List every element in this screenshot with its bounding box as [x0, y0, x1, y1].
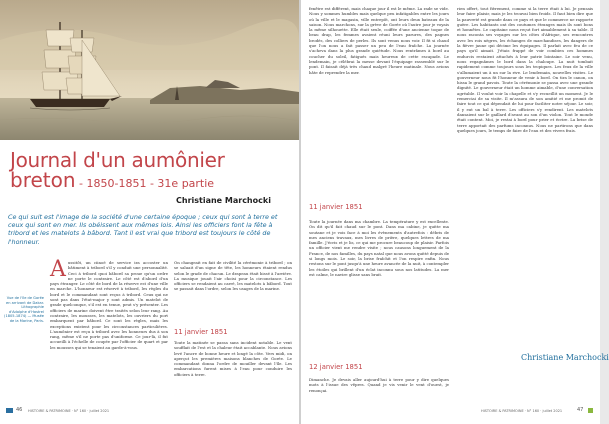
body-column-left-3: Toute la matinée se passa sans incident notable. Le vent soufflait de l'est et la chaleur était accablante. Nous avions levé l'ancre de bonne heure et longé la côte. Vers midi, on aperçut les premières maisons blanches de Gorée. Le commandant donna l'ordre de mouiller devant l'île. Les embarcations furent mises à l'eau pour conduire les officiers à terre. — [174, 340, 292, 377]
ship-painting — [0, 0, 299, 140]
date-heading-11-janvier: 11 janvier 1851 — [309, 203, 363, 211]
page-number-left: 46 — [16, 407, 23, 413]
left-page — [0, 0, 299, 424]
footer-left: HISTOIRE & PATRIMOINE · N° 160 · juillet 2021 — [28, 409, 110, 413]
body-column-right-3: Dimanche. Je devais aller aujourd'hui à terre pour y dire quelques mots à l'issue des vêpres. Quand je vis venir le vent d'ouest, je renonçai. — [309, 377, 449, 393]
article-title-line1: Journal d'un aumônier — [10, 148, 225, 172]
article-title-subtitle: - 1850-1851 - 31e partie — [75, 177, 215, 190]
body-text: ussitôt, un ciinoë de service ira accoster un bâtiment à tribord s'il y conduit une personnalité. Ceci à tribord quoi bâbord sa proue qu'un ordre ne porte le contraire. Le côté est d'abord d'un pays étranger. Le côté de bord de la réserve est d'une ville en marche. L'honneur est réservé à tribord, les règles du bord et le commandant sont reçus à tribord. Ceux qui ne sont pas dans l'état-major y sont admis. Un matelot de grade quelconque, s'il est en tenue, peut s'y présenter. Les officiers de marine doivent être traités selon leur rang. Au contraire, les mousses, les matelots, les ouvriers du port embarquent par bâbord. Ce sont les règles, mais les exceptions existent pour les circonstances particulières. L'aumônier est reçu à tribord avec les honneurs dus à son rang, même s'il ne porte pas d'uniforme. Ce jour-là, il fut accueilli à l'échelle de coupée par l'officier de quart et par les mousses qui se tenaient au garde-à-vous. — [50, 260, 168, 350]
date-heading-12-janvier: 12 janvier 1851 — [309, 363, 363, 371]
body-column-right-4: rien offert, tout fièrement, comme si la terre était à lui. Je pensais leur faire plaisir, mais je les trouvai bien froids. Il faut bien dire que la pauvreté est grande dans ce pays et que le commerce ne rapporte guère. Les habitants ont des coutumes étranges mais ils sont bons et honnêtes. Le capitaine nous reçut fort aimablement à sa table. Il nous raconta ses voyages sur les côtes d'Afrique, ses rencontres avec les rois nègres, les échanges de marchandises, les dangers de la fièvre jaune qui décime les équipages. Il parlait avec feu de ce pays qu'il aimait. J'étais frappé de voir combien ces hommes endurcis restaient attachés à leur patrie lointaine. Le soir venu, nous regagnâmes le bord dans la chaloupe. La nuit tombait rapidement comme toujours sous les tropiques. Les feux de la ville s'allumaient un à un sur la rive. Le lendemain, nouvelles visites. Le gouverneur nous fit l'honneur de venir à bord. On tira le canon, on hissa le grand pavois. Toute la cérémonie se passa avec une grande dignité. Le gouverneur était un homme aimable, d'une conversation agréable. Il voulut voir la chapelle et s'y recueillit un moment. Je le remerciai de sa visite. Il m'assura de son amitié et me promit de faire tout ce qui dépendait de lui pour faciliter notre séjour. Le soir, il y eut un bal à terre. Les officiers s'y rendirent. Les matelots dansaient sur le gaillard d'avant au son d'un violon. Tout le monde était content. Moi, je restai à bord pour prier et écrire. La brise de terre apportait des parfums inconnus. Nous ne partirons que dans quelques jours, le temps de faire de l'eau et des vivres frais. — [457, 6, 593, 133]
ship-painting-image — [0, 0, 299, 140]
body-column-right-2: Toute la journée dans ma chambre. La température y est excellente. On dit qu'il fait chaud sur le pont. Dans ma cabine, je quitte ma soutane et je vois face à moi les évènements d'autrefois : débris de mes anciens travaux, mes livres de prière, quelques lettres de ma famille. J'écris et je lis, ce qui me procure beaucoup de plaisir. Parfois un officier vient me rendre visite ; nous causons longuement de la France, de nos familles, du pays natal que nous avons quitté depuis de si longs mois. Le soir, la brise fraîchit et l'on respire enfin. Nous restons sur le pont jusqu'à une heure avancée de la nuit, à contempler les étoiles qui brillent d'un éclat inconnu sous nos latitudes. La mer est calme, le navire glisse sans bruit. — [309, 219, 449, 277]
drop-cap: A — [50, 257, 66, 282]
author-byline: Christiane Marchocki — [176, 196, 271, 205]
image-caption: Vue de l'île de Gorée en arrivant de Dakar. Lithographie d'Adolphe d'Hastrel (1805-1874) — Musée de la Marine, Paris. — [4, 296, 44, 323]
date-heading-left: 11 janvier 1851 — [174, 328, 228, 336]
article-lede: Ce qui suit est l'image de la société d'une certaine époque ; ceux qui sont à terre et ceux qui sont en mer. Ils obéissent aux mêmes lois. Ainsi les officiers font la fête à tribord et les matelots à bâbord. Tant il est vrai que tribord est toujours le côté de l'honneur. — [8, 213, 278, 246]
article-title-breton: breton — [10, 168, 76, 192]
body-column-left-2: On changeait en fait de civilité la cérémonie à tribord ; on se saluait d'un signe de tête, les honneurs étaient rendus selon le grade de chacun. Le drapeau était hissé à l'arrière. La musique jouait l'air choisi pour la circonstance. Les officiers se rendaient au carré, les matelots à bâbord. Tout se passait dans l'ordre, selon les usages de la marine. — [174, 260, 292, 292]
page-number-right: 47 — [577, 407, 584, 413]
author-signature: Christiane Marchocki — [521, 353, 609, 362]
right-page — [301, 0, 609, 424]
article-title-line2 — [10, 168, 214, 192]
body-column-right-1: fenêtre est différent, mais chaque jour il est le même. La rade se vide. Nous y sommes humbles mais quelque peu infatigables entre les jours où la ville et le magasin, ville entrepôt, ont leurs deux bateaux de la saison. Nous marchons, sur la grève de Gorée où l'autre jour je voyais la même silhouette. Elle était seule, coiffée d'une ancienne toque de beau drap, les femmes avaient réuni leurs parures, des pagnes brodés, des colliers de perles. Ils sont venus nous voir. Il fit si chaud que l'on nous a fait passer un peu de l'eau fraîche. La journée s'acheva dans la plus grande quiétude. Nous rentrâmes à bord au coucher du soleil, fatigués mais heureux de cette escapade. Le lendemain, je célébrai la messe devant l'équipage rassemblé sur le pont. Il faisait déjà très chaud malgré l'heure matinale. Nous avions hâte de reprendre la mer. — [309, 6, 449, 75]
page-marker-icon — [6, 408, 13, 413]
body-column-left-1 — [50, 257, 168, 402]
page-marker-green-icon — [588, 408, 593, 413]
footer-right: HISTOIRE & PATRIMOINE · N° 160 · juillet 2021 — [481, 409, 563, 413]
